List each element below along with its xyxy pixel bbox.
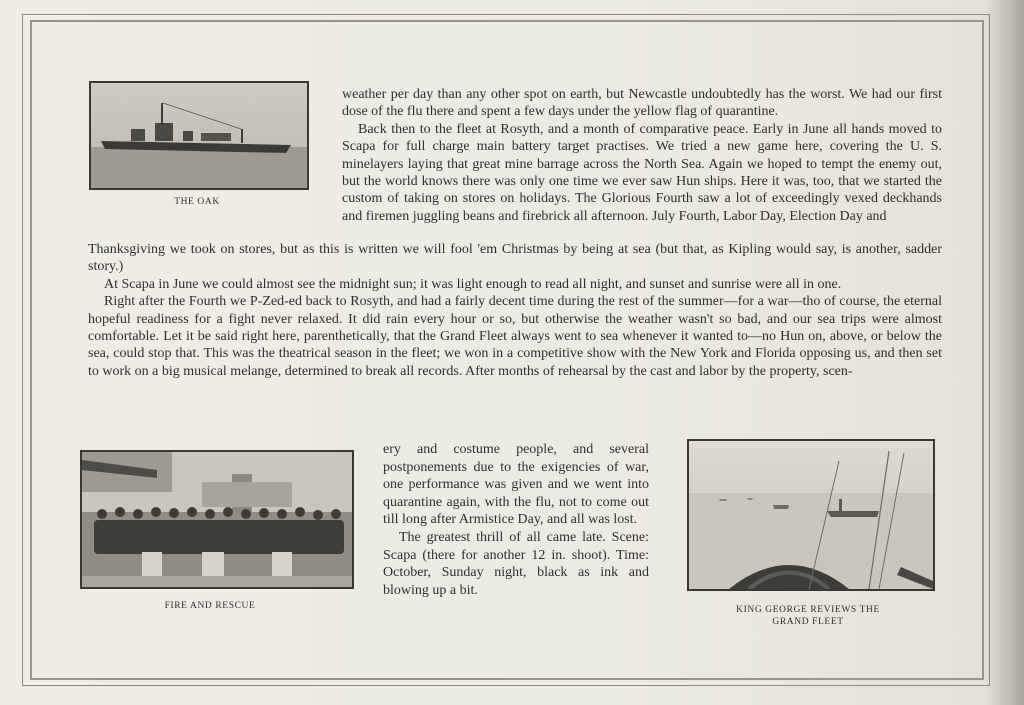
text-block-column	[383, 441, 649, 599]
paragraph: Right after the Fourth we P-Zed-ed back to Rosyth, and had a fairly decent time during the rest of the summer—for a war—tho of course, the eternal hopeful readiness for a fight never relaxed. It did rain every hour or so, but otherwise the weather wasn't so bad, and our sea trips were almost comfortable. Let it be said right here, parenthetically, that the Grand Fleet always went to sea whenever it wanted to—no Hun on, above, or below the sea, could stop that. This was the theatrical season in the fleet; we won in a competitive show with the New York and Florida opposing us, and then set to work on a big musical melange, determined to break all records. After months of rehearsal by the cast and labor by the property, scen-	[88, 294, 942, 379]
paragraph: Thanksgiving we took on stores, but as this is written we will fool 'em Christmas by being at sea (but that, as Kipling would say, is another, sadder story.)	[88, 242, 942, 275]
text-block-top	[342, 86, 942, 225]
caption-the-oak: THE OAK	[174, 197, 220, 207]
caption-king-george: KING GEORGE REVIEWS THE GRAND FLEET	[736, 605, 880, 627]
text-block-wide	[88, 241, 942, 380]
paragraph: At Scapa in June we could almost see the midnight sun; it was light enough to read all night, and sunset and sunrise were all in one.	[104, 276, 842, 292]
book-spine-shadow	[984, 0, 1024, 705]
paragraph: weather per day than any other spot on earth, but Newcastle undoubtedly has the worst. We had our first dose of the flu there and spent a few days under the yellow flag of quarantine.	[342, 87, 942, 120]
photo-king-george-reviews-fleet	[687, 439, 935, 591]
caption-fire-and-rescue: FIRE AND RESCUE	[164, 601, 256, 611]
photo-fire-and-rescue	[80, 450, 354, 589]
paragraph: Back then to the fleet at Rosyth, and a month of comparative peace. Early in June all hands moved to Scapa for full charge main battery target practises. We tried a new game here, covering the U. S. minelayers laying that great mine barrage across the North Sea. Again we hoped to tempt the enemy out, but the world knows there was only one time we ever saw Hun ships. Here it was, too, that we started the custom of taking on stores on holidays. The Glorious Fourth saw a lot of exceedingly vexed deckhands and firemen juggling beans and firebrick all afternoon. July Fourth, Labor Day, Election Day and	[342, 121, 942, 224]
paragraph: The greatest thrill of all came late. Scene: Scapa (there for another 12 in. shoot). Time: October, Sunday night, black as ink and blowing up a bit.	[383, 529, 649, 598]
paragraph: ery and costume people, and several postponements due to the exigencies of war, one performance was given and we went into quarantine again, with the flu, not to come out till long after Armistice Day, and all was lost.	[383, 442, 649, 528]
photo-the-oak	[89, 81, 309, 190]
